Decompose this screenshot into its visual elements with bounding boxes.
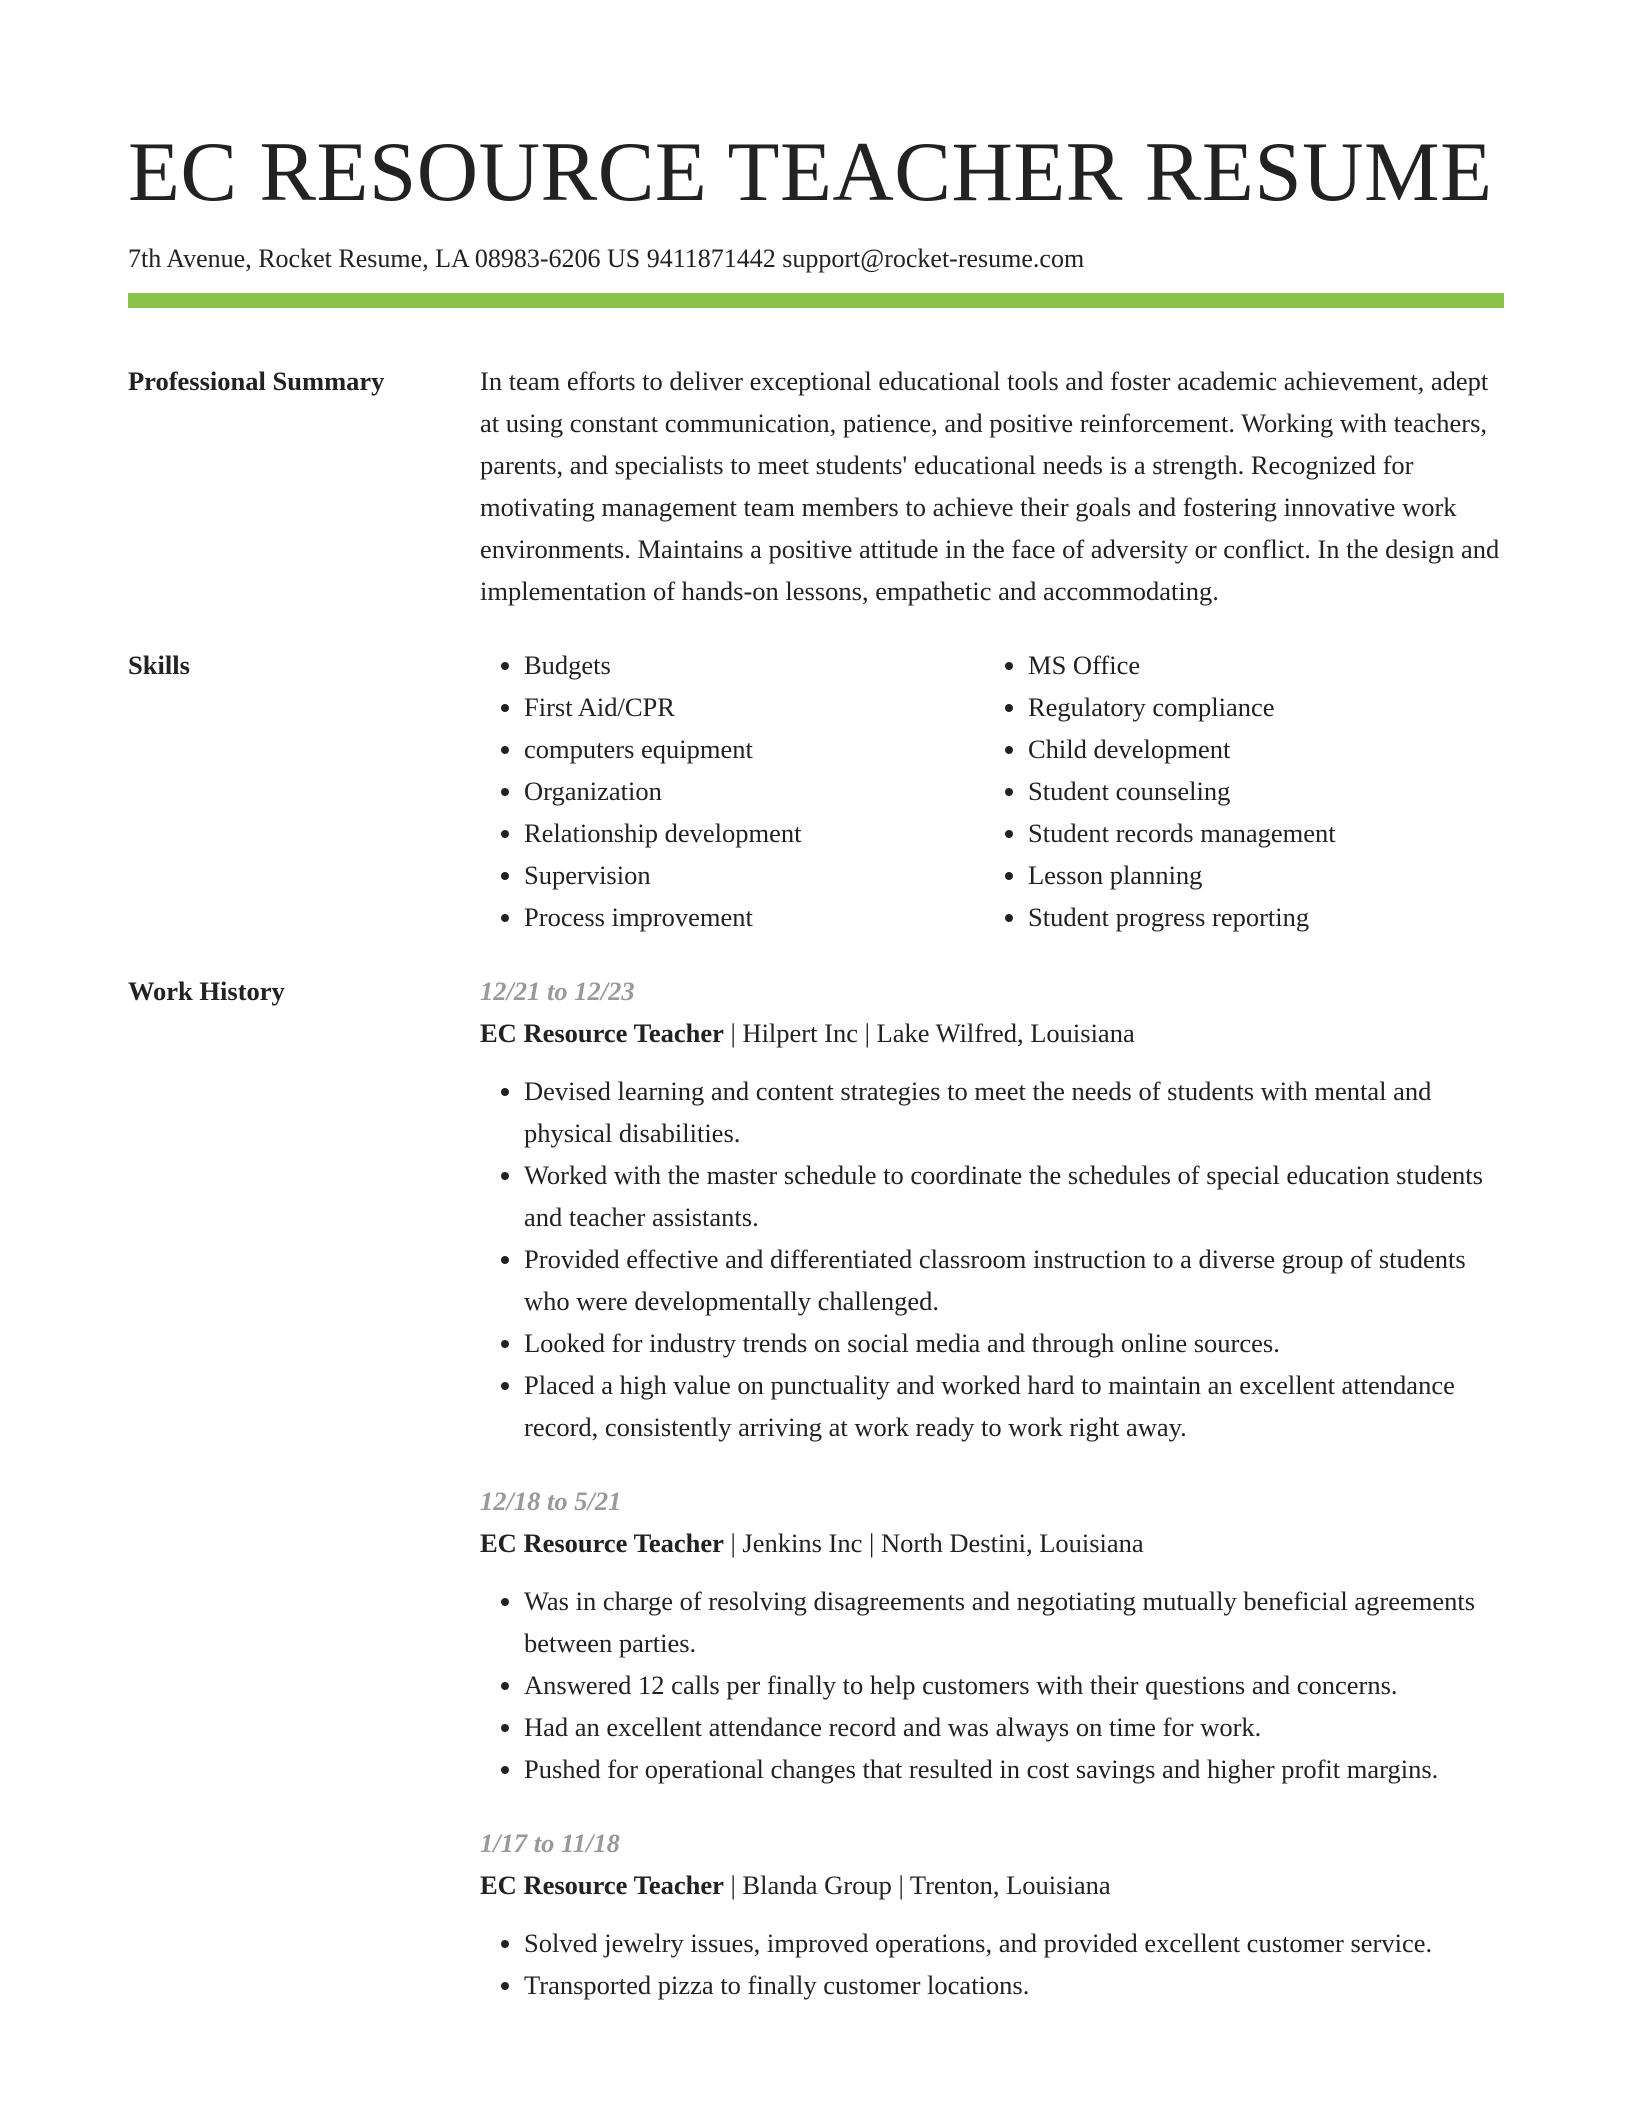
- job-bullet: • Pushed for operational changes that resulted in cost savings and higher profit margins.: [524, 1748, 1504, 1790]
- job-title: EC Resource Teacher: [480, 1870, 724, 1900]
- skill-item: • Process improvement: [524, 896, 984, 938]
- skill-item: • Relationship development: [524, 812, 984, 854]
- job-bullet: • Had an excellent attendance record and was always on time for work.: [524, 1706, 1504, 1748]
- skill-item: • First Aid/CPR: [524, 686, 984, 728]
- job-bullet: • Answered 12 calls per finally to help customers with their questions and concerns.: [524, 1664, 1504, 1706]
- job-title-line: [480, 1522, 1504, 1564]
- skill-item: • Student records management: [1028, 812, 1488, 854]
- job-bullet: • Transported pizza to finally customer locations.: [524, 1964, 1504, 2006]
- job-entry: [480, 970, 1504, 1448]
- job-title: EC Resource Teacher: [480, 1018, 724, 1048]
- job-bullet: • Was in charge of resolving disagreements and negotiating mutually beneficial agreements between parties.: [524, 1580, 1504, 1664]
- job-dates: 1/17 to 11/18: [480, 1828, 620, 1858]
- skill-item: • Lesson planning: [1028, 854, 1488, 896]
- job-bullets: [480, 1922, 1504, 2006]
- skills-list-left: [480, 644, 984, 938]
- job-title-line: [480, 1012, 1504, 1054]
- accent-divider: [128, 293, 1504, 308]
- job-dates: 12/21 to 12/23: [480, 976, 635, 1006]
- skills-section: [128, 644, 1504, 938]
- work-history-section: [128, 970, 1504, 2038]
- job-dates: 12/18 to 5/21: [480, 1486, 622, 1516]
- skill-item: • Organization: [524, 770, 984, 812]
- job-bullet: • Worked with the master schedule to coordinate the schedules of special education students and teacher assistants.: [524, 1154, 1504, 1238]
- job-entry: [480, 1480, 1504, 1790]
- work-history-heading: Work History: [128, 976, 285, 1006]
- skill-item: • MS Office: [1028, 644, 1488, 686]
- job-details: | Blanda Group | Trenton, Louisiana: [723, 1870, 1111, 1900]
- skills-list-right: [984, 644, 1488, 938]
- skill-item: • Child development: [1028, 728, 1488, 770]
- summary-section: [128, 360, 1504, 612]
- resume-page: [128, 0, 1504, 2038]
- skill-item: • Student progress reporting: [1028, 896, 1488, 938]
- job-entry: [480, 1822, 1504, 2006]
- summary-text: In team efforts to deliver exceptional educational tools and foster academic achievement, adept at using constant communication, patience, and positive reinforcement. Working with teachers, parents, and specialists to meet students' educational needs is a strength. Recognized for motivating management team members to achieve their goals and fostering innovative work environments. Maintains a positive attitude in the face of adversity or conflict. In the design and implementation of hands-on lessons, empathetic and accommodating.: [480, 366, 1500, 606]
- resume-title: EC RESOURCE TEACHER RESUME: [128, 125, 1493, 219]
- job-bullet: • Provided effective and differentiated classroom instruction to a diverse group of students who were developmentally challenged.: [524, 1238, 1504, 1322]
- skill-item: • Supervision: [524, 854, 984, 896]
- skill-item: • computers equipment: [524, 728, 984, 770]
- job-bullets: [480, 1070, 1504, 1448]
- contact-line: 7th Avenue, Rocket Resume, LA 08983-6206 US 9411871442 support@rocket-resume.com: [128, 244, 1085, 273]
- summary-heading: Professional Summary: [128, 366, 385, 396]
- skills-heading: Skills: [128, 650, 190, 680]
- job-title: EC Resource Teacher: [480, 1528, 724, 1558]
- job-bullet: • Placed a high value on punctuality and worked hard to maintain an excellent attendance record, consistently arriving at work ready to work right away.: [524, 1364, 1504, 1448]
- job-bullets: [480, 1580, 1504, 1790]
- skill-item: • Regulatory compliance: [1028, 686, 1488, 728]
- skill-item: • Student counseling: [1028, 770, 1488, 812]
- job-bullet: • Devised learning and content strategies to meet the needs of students with mental and physical disabilities.: [524, 1070, 1504, 1154]
- job-details: | Hilpert Inc | Lake Wilfred, Louisiana: [723, 1018, 1135, 1048]
- job-bullet: • Solved jewelry issues, improved operations, and provided excellent customer service.: [524, 1922, 1504, 1964]
- job-details: | Jenkins Inc | North Destini, Louisiana: [723, 1528, 1144, 1558]
- job-bullet: • Looked for industry trends on social media and through online sources.: [524, 1322, 1504, 1364]
- skill-item: • Budgets: [524, 644, 984, 686]
- job-title-line: [480, 1864, 1504, 1906]
